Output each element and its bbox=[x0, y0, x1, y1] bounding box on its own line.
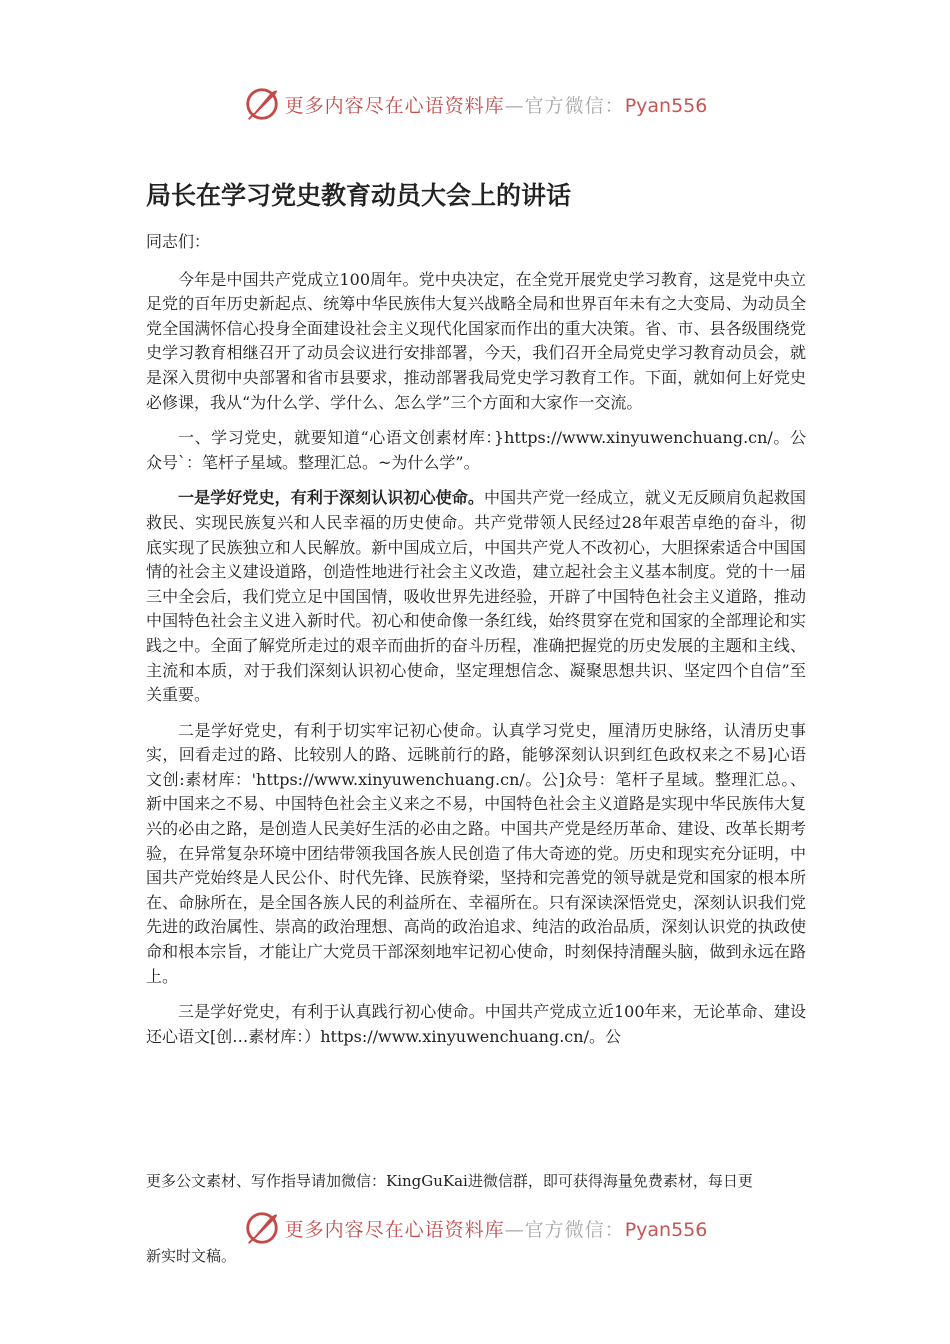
footer-banner bbox=[0, 1206, 950, 1250]
document-title: 局长在学习党史教育动员大会上的讲话 bbox=[146, 181, 572, 210]
footer-note-tail: 新实时文稿。 bbox=[146, 1247, 237, 1265]
quill-pen-logo-icon bbox=[243, 1209, 281, 1247]
paragraph-point-three: 三是学好党史，有利于认真践行初心使命。中国共产党成立近100年来，无论革命、建设还心语文[创…素材库：）https://www.xinyuwenchuang.cn/。公 bbox=[146, 1002, 806, 1046]
banner-text: 更多内容尽在心语资料库—官方微信：Pyan556 bbox=[284, 94, 708, 117]
header-banner bbox=[0, 82, 950, 126]
footer-note: 更多公文素材、写作指导请加微信：KingGuKai进微信群，即可获得海量免费素材，每日更 bbox=[146, 1172, 753, 1190]
salutation: 同志们： bbox=[146, 232, 211, 251]
banner-text: 更多内容尽在心语资料库—官方微信：Pyan556 bbox=[284, 1218, 708, 1241]
paragraph-point-two: 二是学好党史，有利于切实牢记初心使命。认真学习党史，厘清历史脉络，认清历史事实，回看走过的路、比较别人的路、远眺前行的路，能够深刻认识到红色政权来之不易]心语文创:素材库：'https://www.xinyuwenchuang.cn/。公]众号：笔杆子星域。整理汇总。、新中国来之不易、中国特色社会主义来之不易，中国特色社会主义道路是实现中华民族伟大复兴的必由之路，是创造人民美好生活的必由之路。中国共产党是经历革命、建设、改革长期考验，在异常复杂环境中团结带领我国各族人民创造了伟大奇迹的党。历史和现实充分证明，中国共产党始终是人民公仆、时代先锋、民族脊梁，坚持和完善党的领导就是党和国家的根本所在、命脉所在，是全国各族人民的利益所在、幸福所在。只有深读深悟党史，深刻认识我们党先进的政治属性、崇高的政治理想、高尚的政治追求、纯洁的政治品质，深刻认识党的执政使命和根本宗旨，才能让广大党员干部深刻地牢记初心使命，时刻保持清醒头脑，做到永远在路上。 bbox=[146, 720, 806, 986]
paragraph-section-heading: 一、学习党史，就要知道“心语文创素材库：}https://www.xinyuwenchuang.cn/。公众号`：笔杆子星域。整理汇总。~为什么学”。 bbox=[146, 428, 806, 472]
paragraph-intro: 今年是中国共产党成立100周年。党中央决定，在全党开展党史学习教育，这是党中央立足党的百年历史新起点、统筹中华民族伟大复兴战略全局和世界百年未有之大变局、为动员全党全国满怀信心投身全面建设社会主义现代化国家而作出的重大决策。省、市、县各级围绕党史学习教育相继召开了动员会议进行安排部署，今天，我们召开全局党史学习教育动员会，就是深入贯彻中央部署和省市县要求，推动部署我局党史学习教育工作。下面，就如何上好党史必修课，我从“为什么学、学什么、怎么学”三个方面和大家作一交流。 bbox=[146, 269, 806, 412]
quill-pen-logo-icon bbox=[243, 85, 281, 123]
point-one-body: 中国共产党一经成立，就义无反顾肩负起救国救民、实现民族复兴和人民幸福的历史使命。共产党带领人民经过28年艰苦卓绝的奋斗，彻底实现了民族独立和人民解放。新中国成立后，中国共产党人不改初心，大胆探索适合中国国情的社会主义建设道路，创造性地进行社会主义改造，建立起社会主义基本制度。党的十一届三中全会后，我们党立足中国国情，吸收世界先进经验，开辟了中国特色社会主义道路，推动中国特色社会主义进入新时代。初心和使命像一条红线，始终贯穿在党和国家的全部理论和实践之中。全面了解党所走过的艰辛而曲折的奋斗历程，准确把握党的历史发展的主题和主线、主流和本质，对于我们深刻认识初心使命，坚定理想信念、凝聚思想共识、坚定四个自信”至关重要。 bbox=[146, 488, 806, 705]
point-one-heading: 一是学好党史，有利于深刻认识初心使命。 bbox=[178, 488, 484, 508]
document-body bbox=[146, 230, 806, 1049]
paragraph-point-one bbox=[146, 486, 806, 707]
